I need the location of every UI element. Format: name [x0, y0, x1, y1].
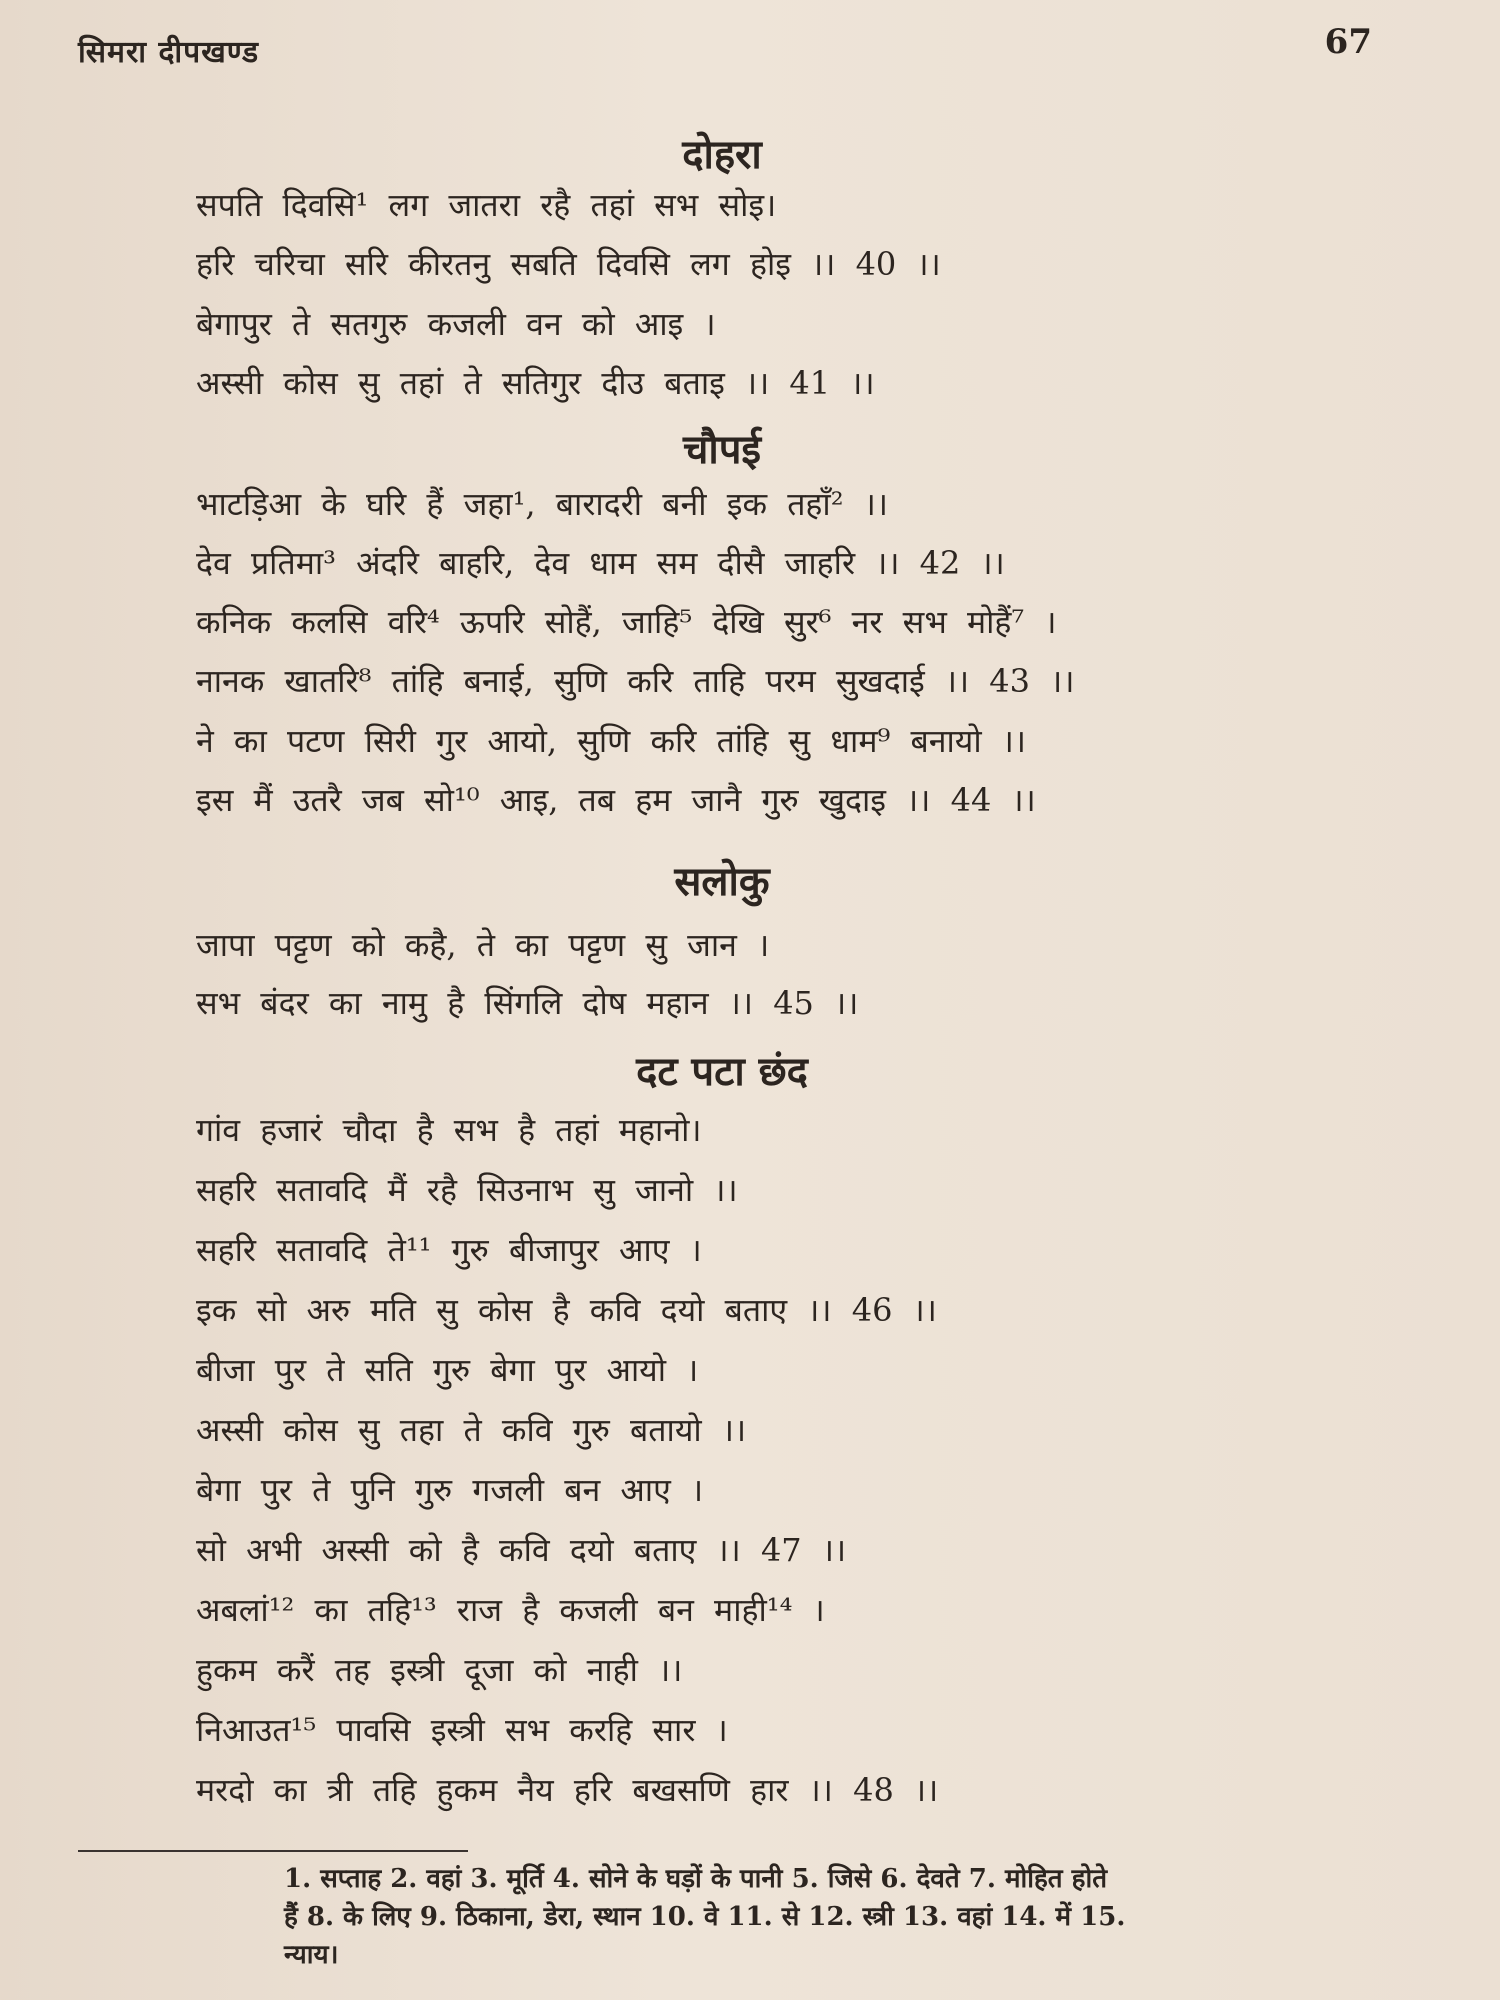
verse-line: सपति दिवसि¹ लग जातरा रहै तहां सभ सोइ।	[196, 186, 777, 224]
verse-line: बेगा पुर ते पुनि गुरु गजली बन आए ।	[196, 1471, 704, 1509]
verse-line: अबलां¹² का तहि¹³ राज है कजली बन माही¹⁴ ।	[196, 1591, 825, 1629]
verse-line: सभ बंदर का नामु है सिंगलि दोष महान ।। 45 ।।	[196, 984, 859, 1022]
verse-line: नानक खातरि⁸ तांहि बनाई, सुणि करि ताहि परम सुखदाई ।। 43 ।।	[196, 662, 1075, 700]
verse-line: इस मैं उतरै जब सो¹⁰ आइ, तब हम जानै गुरु खुदाइ ।। 44 ।।	[196, 781, 1036, 819]
section-heading-chaupai: चौपई	[682, 426, 762, 473]
verse-line: सहरि सतावदि ते¹¹ गुरु बीजापुर आए ।	[196, 1231, 702, 1269]
running-title: सिमरा दीपखण्ड	[78, 35, 260, 70]
verse-line: इक सो अरु मति सु कोस है कवि दयो बताए ।। 46 ।।	[196, 1291, 937, 1329]
verse-line: निआउत¹⁵ पावसि इस्त्री सभ करहि सार ।	[196, 1711, 728, 1749]
verse-line: हुकम करैं तह इस्त्री दूजा को नाही ।।	[196, 1651, 683, 1689]
footnote-divider	[78, 1850, 468, 1852]
verse-line: ने का पटण सिरी गुर आयो, सुणि करि तांहि सु धाम⁹ बनायो ।।	[196, 722, 1027, 760]
verse-line: बीजा पुर ते सति गुरु बेगा पुर आयो ।	[196, 1351, 699, 1389]
verse-line: बेगापुर ते सतगुरु कजली वन को आइ ।	[196, 305, 716, 343]
page-number: 67	[1324, 22, 1372, 62]
verse-line: देव प्रतिमा³ अंदरि बाहरि, देव धाम सम दीसै जाहरि ।। 42 ।।	[196, 544, 1005, 582]
verse-line: कनिक कलसि वरि⁴ ऊपरि सोहैं, जाहि⁵ देखि सुर⁶ नर सभ मोहैं⁷ ।	[196, 603, 1057, 641]
verse-line: सहरि सतावदि मैं रहै सिउनाभ सु जानो ।।	[196, 1171, 738, 1209]
verse-line: गांव हजारं चौदा है सभ है तहां महानो।	[196, 1111, 702, 1149]
verse-line: सो अभी अस्सी को है कवि दयो बताए ।। 47 ।।	[196, 1531, 847, 1569]
verse-line: भाटड़िआ के घरि हैं जहा¹, बारादरी बनी इक तहाँ² ।।	[196, 485, 888, 523]
footnotes	[284, 1860, 1414, 1974]
footnote-line: 1. सप्ताह 2. वहां 3. मूर्ति 4. सोने के घड़ों के पानी 5. जिसे 6. देवते 7. मोहित होते	[284, 1864, 1108, 1894]
verse-line: अस्सी कोस सु तहा ते कवि गुरु बतायो ।।	[196, 1411, 747, 1449]
footnote-line: न्याय।	[284, 1940, 339, 1970]
section-heading-datpata-chhand: दट पटा छंद	[636, 1048, 808, 1095]
section-heading-dohra: दोहरा	[682, 131, 762, 178]
verse-line: जापा पट्टण को कहै, ते का पट्टण सु जान ।	[196, 926, 770, 964]
verse-line: हरि चरिचा सरि कीरतनु सबति दिवसि लग होइ ।। 40 ।।	[196, 245, 941, 283]
verse-line: मरदो का त्री तहि हुकम नैय हरि बखसणि हार ।। 48 ।।	[196, 1771, 939, 1809]
footnote-line: हैं 8. के लिए 9. ठिकाना, डेरा, स्थान 10. वे 11. से 12. स्त्री 13. वहां 14. में 15.	[284, 1902, 1126, 1932]
verse-line: अस्सी कोस सु तहां ते सतिगुर दीउ बताइ ।। 41 ।।	[196, 364, 875, 402]
section-heading-saloku: सलोकु	[674, 858, 770, 905]
